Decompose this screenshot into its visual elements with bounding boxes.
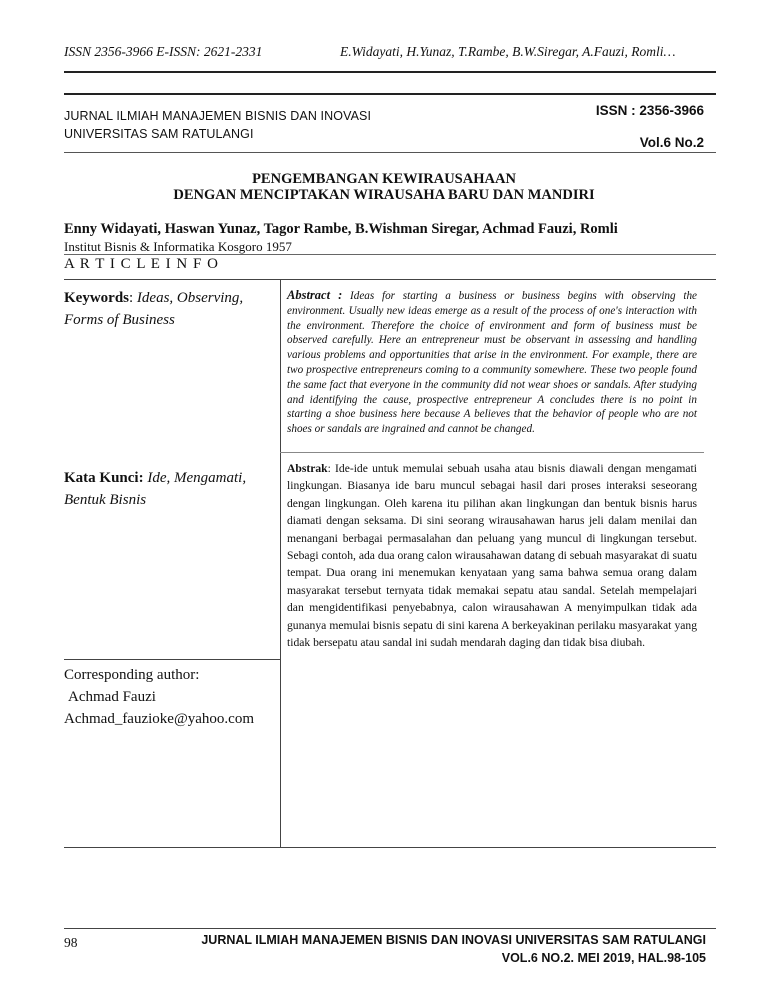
kata-kunci-block: [64, 467, 269, 511]
keywords-separator: :: [129, 290, 137, 306]
footer-journal: JURNAL ILMIAH MANAJEMEN BISNIS DAN INOVASI UNIVERSITAS SAM RATULANGI: [201, 933, 706, 947]
article-affiliation: Institut Bisnis & Informatika Kosgoro 1957: [64, 239, 292, 254]
keywords-block: [64, 287, 269, 331]
running-header-authors: E.Widayati, H.Yunaz, T.Rambe, B.W.Siregar, A.Fauzi, Romli…: [340, 44, 676, 59]
journal-volume: Vol.6 No.2: [639, 135, 704, 150]
article-info-label: A R T I C L E I N F O: [64, 256, 219, 272]
keywords-label: Keywords: [64, 290, 129, 306]
article-title-line1: PENGEMBANGAN KEWIRAUSAHAAN: [252, 171, 516, 187]
journal-issn: ISSN : 2356-3966: [595, 103, 704, 118]
page-number: 98: [64, 935, 78, 950]
article-info-rule: [64, 279, 716, 280]
journal-name: JURNAL ILMIAH MANAJEMEN BISNIS DAN INOVASI: [64, 109, 372, 123]
footer-volume: VOL.6 NO.2. MEI 2019, HAL.98-105: [501, 951, 706, 965]
keywords-value: Ideas, Observing, Forms of Business: [64, 290, 244, 328]
affiliation-rule: [64, 254, 716, 255]
kata-kunci-label: Kata Kunci:: [64, 470, 144, 486]
abstract-id-text: : Ide-ide untuk memulai sebuah usaha atau bisnis diawali dengan mengamati lingkungan. Biasanya ide baru muncul sebagai hasil dari proses interaksi seseorang dengan lingkungan. Oleh karena itu pilihan akan lingkungan dan bentuk bisnis harus diamati dengan seksama. Di sini seorang wirausahawan harus jeli dalam menilai dan menangani berbagai permasalahan dan peluang yang muncul di lingkungan tersebut. Sebagi contoh, ada dua orang calon wirausahawan datang di sebuah masyarakat di suatu tempat. Dua orang ini menemukan kenyataan yang sama bahwa semua orang dalam masyarakat tersebut ternyata tidak memakai sepatu atau sandal. Setelah mempelajari dan mengidentifikasi penyebabnya, calon wirausahawan A menyimpulkan tidak ada gunanya memulai bisnis sepatu di sini karena A berkeyakinan perilaku masyarakat yang tidak bersepatu atau sandal ini sudah mendarah daging dan tidak bisa diubah.: [287, 462, 697, 650]
left-column-rule: [64, 659, 280, 660]
abstract-en: [287, 288, 697, 437]
journal-university: UNIVERSITAS SAM RATULANGI: [64, 127, 254, 141]
kata-kunci-value: Ide, Mengamati, Bentuk Bisnis: [64, 470, 247, 508]
abstract-id-label: Abstrak: [287, 462, 328, 475]
column-divider: [280, 279, 281, 847]
header-rule: [64, 71, 716, 73]
abstract-separator: [280, 452, 704, 453]
journal-bottom-rule: [64, 152, 716, 153]
abstract-id: [287, 460, 697, 651]
article-title-line2: DENGAN MENCIPTAKAN WIRAUSAHA BARU DAN MANDIRI: [173, 187, 595, 203]
footer-rule: [64, 928, 716, 929]
article-info-bottom-rule: [64, 847, 716, 848]
corresponding-email: Achmad_fauzioke@yahoo.com: [64, 711, 254, 727]
corresponding-label: Corresponding author:: [64, 667, 200, 683]
article-authors: Enny Widayati, Haswan Yunaz, Tagor Rambe, B.Wishman Siregar, Achmad Fauzi, Romli: [64, 221, 618, 237]
corresponding-name: Achmad Fauzi: [68, 689, 156, 705]
journal-top-rule: [64, 93, 716, 95]
abstract-en-text: Ideas for starting a business or business begins with observing the environment. Usually new ideas emerge as a result of the process of one's interaction with the environment. Therefore the choice of environment and form of business must be observed carefully. Here an entrepreneur must be observant in assessing and handling various problems and opportunities that arise in the environment. For example, there are two prospective entrepreneurs coming to a community somewhere. These two people found the same fact that everyone in the community did not wear shoes or sandals. After studying and identifying the cause, prospective entrepreneur A concludes there is no point in starting a shoe business here because A believes that the behavior of people who are not shoes or sandals are ingrained and cannot be changed.: [287, 290, 698, 436]
abstract-en-label: Abstract :: [287, 288, 343, 302]
running-header-issn: ISSN 2356-3966 E-ISSN: 2621-2331: [64, 44, 263, 59]
